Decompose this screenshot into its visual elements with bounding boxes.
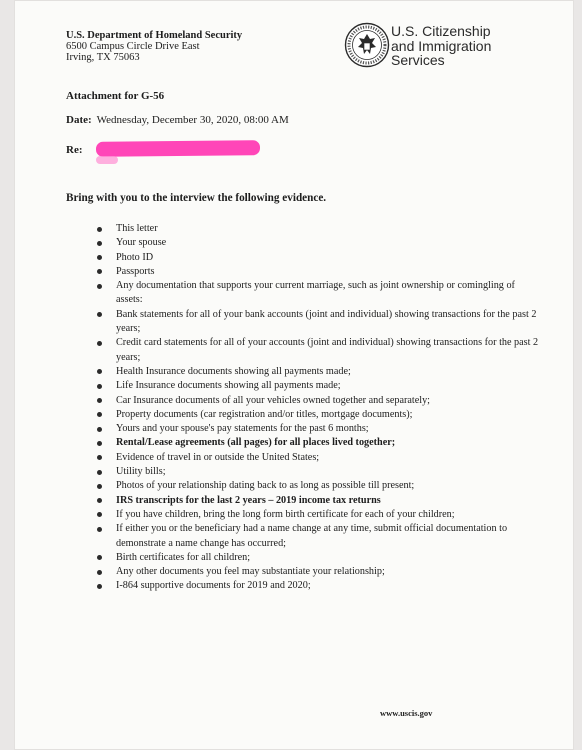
address-line-1: 6500 Campus Circle Drive East	[66, 41, 200, 52]
evidence-item	[94, 379, 540, 393]
footer-url: www.uscis.gov	[380, 708, 433, 718]
evidence-item-text: Bank statements for all of your bank accounts (joint and individual) showing transactions for the past 2 years;	[116, 308, 537, 335]
evidence-item	[94, 222, 540, 236]
bullet-icon	[97, 412, 102, 417]
evidence-item-text: Rental/Lease agreements (all pages) for all places lived together;	[116, 437, 396, 449]
date-line	[66, 114, 289, 126]
evidence-item-text: Yours and your spouse's pay statements for the past 6 months;	[116, 423, 369, 435]
evidence-list	[94, 222, 540, 594]
evidence-heading: Bring with you to the interview the following evidence.	[66, 192, 327, 204]
uscis-wordmark	[391, 24, 491, 68]
evidence-item	[94, 408, 540, 422]
evidence-item-text: Evidence of travel in or outside the United States;	[116, 451, 320, 463]
bullet-icon	[97, 470, 102, 475]
bullet-icon	[97, 570, 102, 575]
bullet-icon	[97, 555, 102, 560]
evidence-item	[94, 451, 540, 465]
evidence-item	[94, 308, 540, 337]
evidence-item-text: Photos of your relationship dating back to as long as possible till present;	[116, 480, 415, 492]
bullet-icon	[97, 441, 102, 446]
evidence-item-text: Your spouse	[116, 237, 167, 249]
agency-name: U.S. Department of Homeland Security	[66, 30, 243, 41]
evidence-item	[94, 279, 540, 308]
evidence-item	[94, 579, 540, 593]
bullet-icon	[97, 284, 102, 289]
bullet-icon	[97, 369, 102, 374]
brand-line-2: and Immigration	[391, 37, 492, 54]
evidence-item	[94, 465, 540, 479]
evidence-item-text: Property documents (car registration and/or titles, mortgage documents);	[116, 408, 413, 420]
evidence-item	[94, 365, 540, 379]
brand-line-1: U.S. Citizenship	[391, 23, 491, 39]
evidence-item-text: Any documentation that supports your current marriage, such as joint ownership or comingling of assets:	[116, 280, 515, 306]
bullet-icon	[97, 584, 102, 589]
evidence-item	[94, 251, 540, 265]
brand-line-3: Services	[391, 52, 445, 68]
redaction-mark	[96, 140, 260, 157]
bullet-icon	[97, 427, 102, 432]
bullet-icon	[97, 269, 102, 274]
bullet-icon	[97, 484, 102, 489]
agency-address-block	[66, 30, 242, 63]
evidence-item-text: Health Insurance documents showing all payments made;	[116, 365, 351, 377]
bullet-icon	[97, 455, 102, 460]
evidence-item-text: I-864 supportive documents for 2019 and 2020;	[116, 580, 311, 592]
evidence-item-text: If you have children, bring the long form birth certificate for each of your children;	[116, 508, 455, 520]
bullet-icon	[97, 398, 102, 403]
evidence-item	[94, 336, 540, 365]
letter-page	[14, 0, 574, 750]
evidence-item-text: Life Insurance documents showing all payments made;	[116, 380, 341, 392]
evidence-item	[94, 508, 540, 522]
evidence-item-text: Car Insurance documents of all your vehicles owned together and separately;	[116, 394, 431, 406]
attachment-title: Attachment for G-56	[66, 90, 165, 102]
redaction-mark-tail	[96, 156, 118, 164]
evidence-item-text: Birth certificates for all children;	[116, 551, 251, 563]
re-label: Re:	[66, 144, 83, 156]
dhs-seal-icon	[344, 22, 390, 68]
evidence-item	[94, 394, 540, 408]
bullet-icon	[97, 498, 102, 503]
evidence-item	[94, 479, 540, 493]
evidence-item-text: Passports	[116, 265, 155, 277]
bullet-icon	[97, 255, 102, 260]
date-value: Wednesday, December 30, 2020, 08:00 AM	[96, 114, 289, 126]
bullet-icon	[97, 341, 102, 346]
evidence-item	[94, 551, 540, 565]
evidence-item-text: This letter	[116, 223, 158, 234]
evidence-item-text: IRS transcripts for the last 2 years – 2019 income tax returns	[116, 494, 381, 506]
bullet-icon	[97, 512, 102, 517]
bullet-icon	[97, 527, 102, 532]
evidence-item	[94, 522, 540, 551]
evidence-item	[94, 436, 540, 450]
bullet-icon	[97, 384, 102, 389]
evidence-item-text: If either you or the beneficiary had a name change at any time, submit official documentation to demonstrate a name change has occurred;	[116, 523, 508, 549]
date-label: Date:	[66, 114, 92, 126]
evidence-item	[94, 494, 540, 508]
bullet-icon	[97, 241, 102, 246]
evidence-item	[94, 236, 540, 250]
evidence-item	[94, 265, 540, 279]
evidence-item-text: Credit card statements for all of your accounts (joint and individual) showing transactions for the past 2 years;	[116, 337, 539, 363]
evidence-item	[94, 422, 540, 436]
bullet-icon	[97, 227, 102, 232]
evidence-item-text: Utility bills;	[116, 466, 166, 478]
evidence-item-text: Any other documents you feel may substantiate your relationship;	[116, 566, 385, 578]
evidence-item	[94, 565, 540, 579]
address-line-2: Irving, TX 75063	[66, 52, 140, 63]
evidence-item-text: Photo ID	[116, 251, 154, 263]
bullet-icon	[97, 312, 102, 317]
